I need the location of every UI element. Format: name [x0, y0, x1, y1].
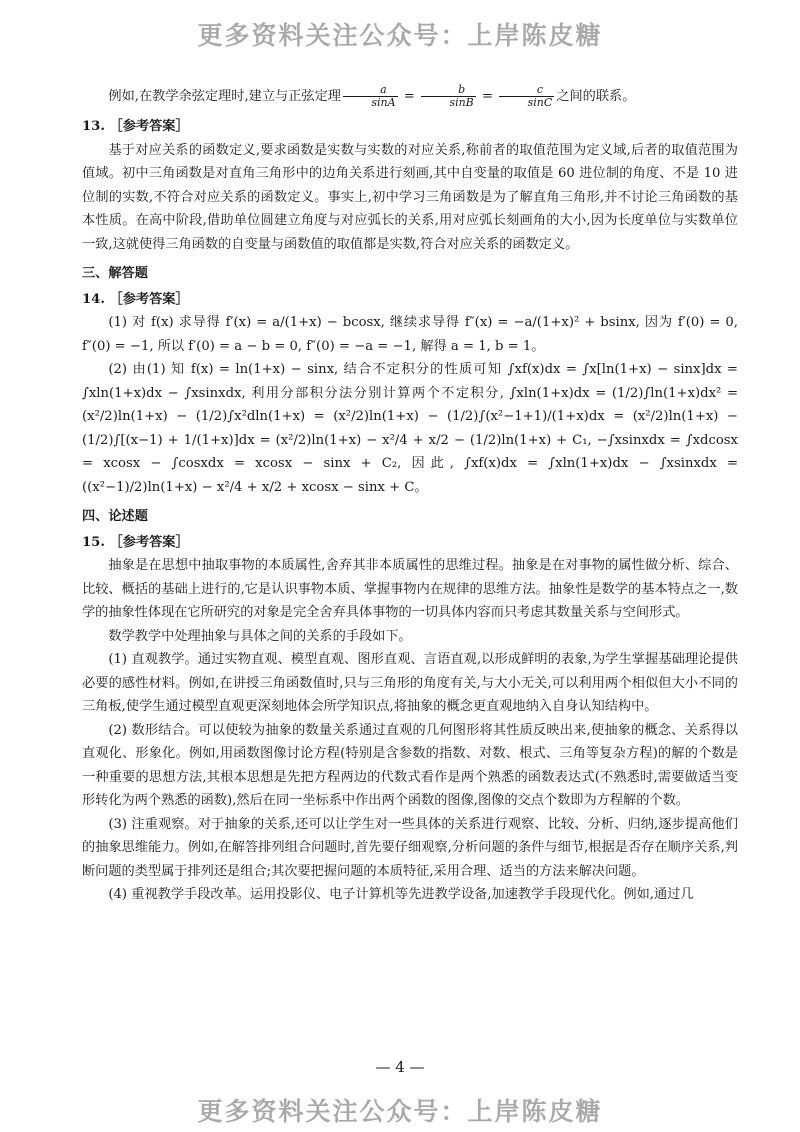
- q13-body: 基于对应关系的函数定义,要求函数是实数与实数的对应关系,称前者的取值范围为定义域,后者的取值范围为值域。初中三角函数是对直角三角形中的边角关系进行刻画,其中自变量的取值是 60 进位制的角度、不是 10 进位制的实数,不符合对应关系的函数定义。事实上,初中学习三角函数是为了解直角三角形,并不讨论三角函数的基本性质。在高中阶段,借助单位圆建立角度与对应弧长的关系,用对应弧长刻画角的大小,因为长度单位与实数单位一致,这就使得三角函数的自变量与函数值的取值都是实数,符合对应关系的函数定义。: [82, 142, 738, 252]
- equals-2: =: [481, 89, 494, 104]
- intro-line: [82, 84, 738, 109]
- watermark-bottom: 更多资料关注公众号：上岸陈皮糖: [197, 1097, 603, 1126]
- q15-para-1: 抽象是在思想中抽取事物的本质属性,舍弃其非本质属性的思维过程。抽象是在对事物的属性做分析、综合、比较、概括的基础上进行的,它是认识事物本质、掌握事物内在规律的思维方法。抽象性是数学的基本特点之一,数学的抽象性体现在它所研究的对象是完全舍弃具体事物的一切具体内容而只考虑其数量关系与空间形式。: [82, 558, 738, 620]
- page-number: — 4 —: [375, 1058, 425, 1076]
- q14-part2: (2) 由(1) 知 f(x) = ln(1+x) − sinx, 结合不定积分的性质可知 ∫xf(x)dx = ∫x[ln(1+x) − sinx]dx = ∫xln(1+x)dx − ∫xsinxdx, 利用分部积分法分别计算两个不定积分, ∫xln(1+x)dx = (1/2)∫ln(1+x)dx² = (x²/2)ln(1+x) − (1/2)∫x²dln(1+x) = (x²/2)ln(1+x) − (1/2)∫(x²−1+1)/(1+x)dx = (x²/2)ln(1+x) − (1/2)∫[(x−1) + 1/(1+x)]dx = (x²/2)ln(1+x) − x²/4 + x/2 − (1/2)ln(1+x) + C₁, −∫xsinxdx = ∫xdcosx = xcosx − ∫cosxdx = xcosx − sinx + C₂, 因此, ∫xf(x)dx = ∫xln(1+x)dx − ∫xsinxdx = ((x²−1)/2)ln(1+x) − x²/4 + x/2 + xcosx − sinx + C。: [82, 362, 738, 495]
- section-4-title: 四、论述题: [82, 509, 148, 524]
- section-3-title: 三、解答题: [82, 266, 148, 281]
- watermark-top: 更多资料关注公众号：上岸陈皮糖: [197, 21, 603, 50]
- q15-para-4: (2) 数形结合。可以使较为抽象的数量关系通过直观的几何图形将其性质反映出来,使抽象的概念、关系得以直观化、形象化。例如,用函数图像讨论方程(特别是含参数的指数、对数、根式、三角等复杂方程)的解的个数是一种重要的思想方法,其根本思想是先把方程两边的代数式看作是两个熟悉的函数表达式(不熟悉时,需要做适当变形转化为两个熟悉的函数),然后在同一坐标系中作出两个函数的图像,图像的交点个数即为方程解的个数。: [82, 722, 738, 808]
- intro-pre: 例如,在教学余弦定理时,建立与正弦定理: [108, 89, 341, 104]
- q13-heading: 13. ［参考答案］: [82, 119, 189, 134]
- q14-part1: (1) 对 f(x) 求导得 f′(x) = a/(1+x) − bcosx, 继续求导得 f″(x) = −a/(1+x)² + bsinx, 因为 f′(0) = 0, f″(0) = −1, 所以 f′(0) = a − b = 0, f″(0) = −a = −1, 解得 a = 1, b = 1。: [82, 315, 738, 354]
- fraction-c-sinC: $\frac{c}{\sin C}$: [499, 84, 554, 109]
- q15-heading: 15. ［参考答案］: [82, 534, 189, 550]
- q15-para-2: 数学教学中处理抽象与具体之间的关系的手段如下。: [108, 628, 412, 644]
- fraction-a-sinA: $\frac{a}{\sin A}$: [343, 84, 398, 109]
- q15-para-6: (4) 重视教学手段改革。运用投影仪、电子计算机等先进教学设备,加速教学手段现代化。例如,通过几: [108, 887, 694, 902]
- page-content: [82, 84, 738, 907]
- q14-heading: 14. ［参考答案］: [82, 291, 189, 307]
- fraction-b-sinB: $\frac{b}{\sin B}$: [421, 84, 476, 109]
- equals-1: =: [403, 89, 415, 104]
- q15-para-5: (3) 注重观察。对于抽象的关系,还可以让学生对一些具体的关系进行观察、比较、分析、归纳,逐步提高他们的抽象思维能力。例如,在解答排列组合问题时,首先要仔细观察,分析问题的条件与细节,根据是否存在顺序关系,判断问题的类型属于排列还是组合;其次要把握问题的本质特征,采用合理、适当的方法来解决问题。: [82, 816, 738, 879]
- q15-para-3: (1) 直观教学。通过实物直观、模型直观、图形直观、言语直观,以形成鲜明的表象,为学生掌握基础理论提供必要的感性材料。例如,在讲授三角函数值时,只与三角形的角度有关,与大小无关,可以利用两个相似但大小不同的三角板,使学生通过模型直观更深刻地体会所学知识点,将抽象的概念更直观地纳入自身认知结构中。: [82, 652, 738, 714]
- intro-post: 之间的联系。: [556, 89, 636, 104]
